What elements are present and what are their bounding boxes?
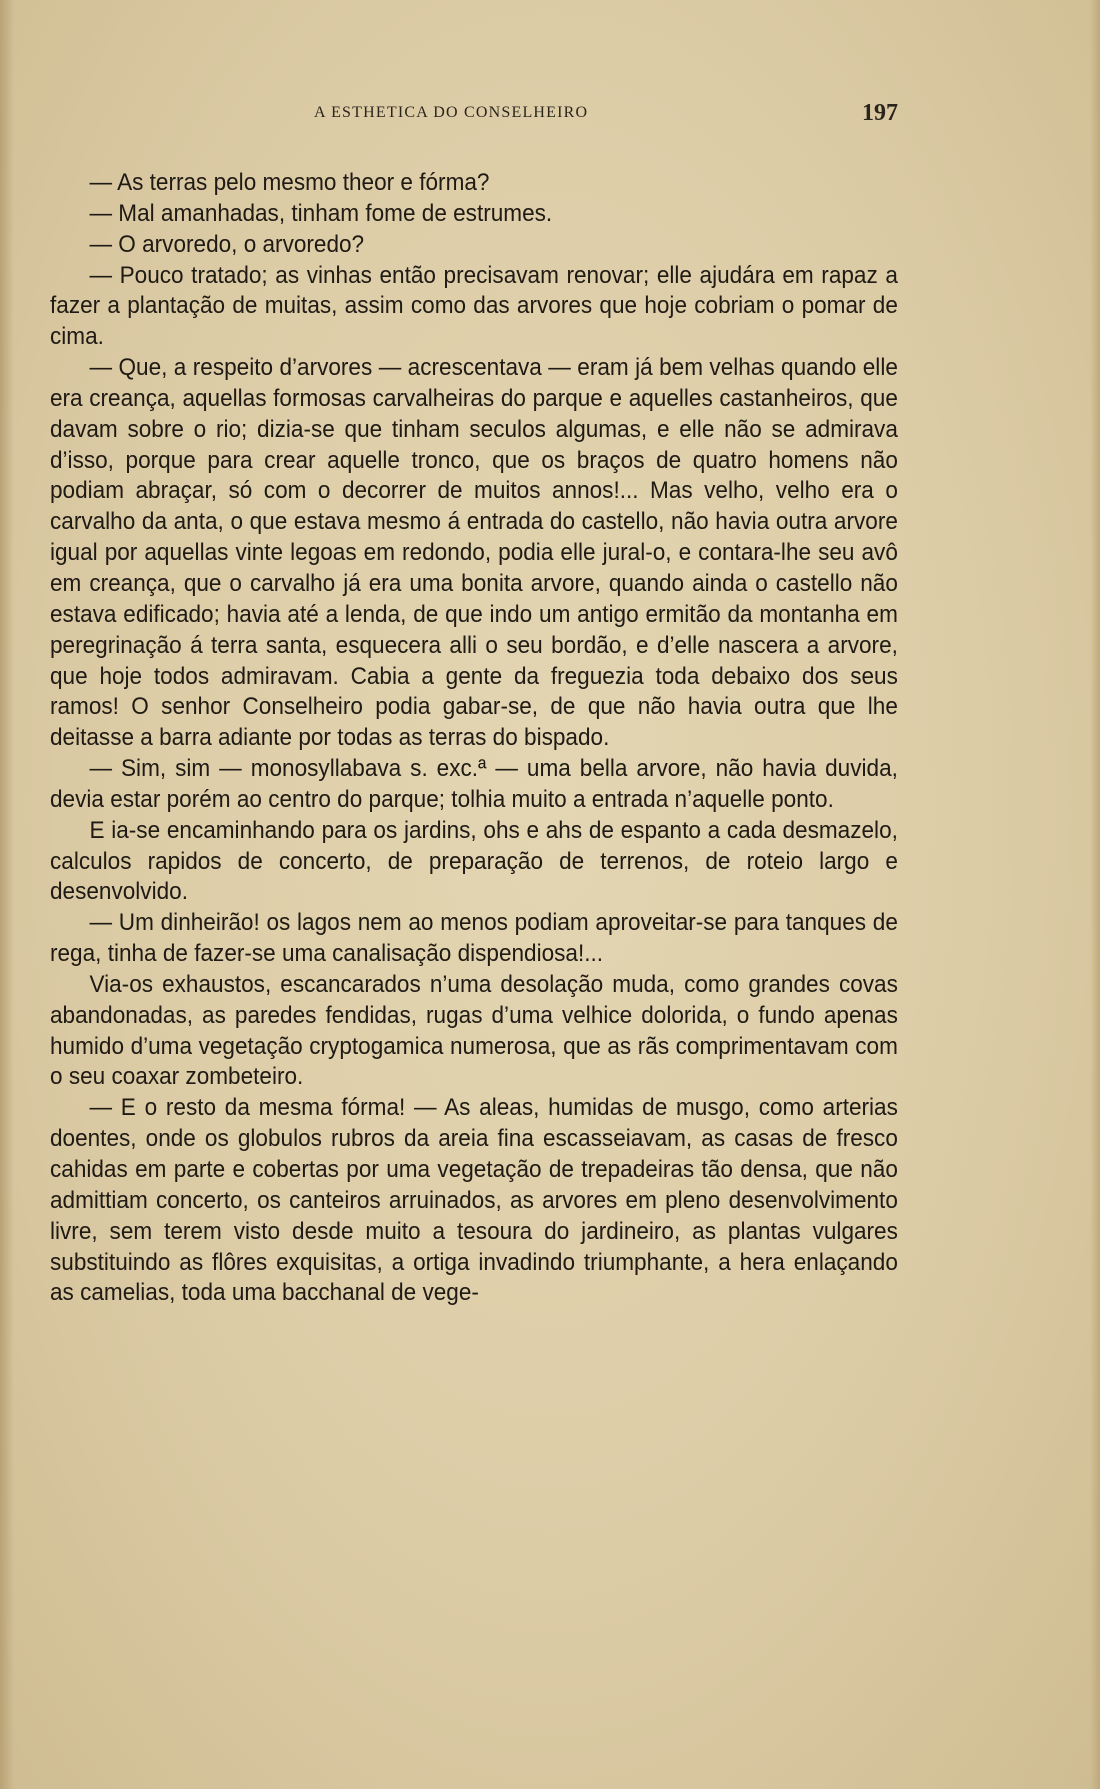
paragraph: — Que, a respeito d’arvores — acrescentava — eram já bem velhas quando elle era creança, aquellas formosas carvalheiras do parque e aquelles castanheiros, que davam sobre o rio; dizia-se que tinham seculos algumas, e elle não se admirava d’isso, porque para crear aquelle tronco, que os braços de quatro homens não podiam abraçar, só com o decorrer de muitos annos!... Mas velho, velho era o carvalho da anta, o que estava mesmo á entrada do castello, não havia outra arvore igual por aquellas vinte legoas em redondo, podia elle jural-o, e contara-lhe seu avô em creança, que o carvalho já era uma bonita arvore, quando ainda o castello não estava edificado; havia até a lenda, de que indo um antigo ermitão da montanha em peregrinação á terra santa, esquecera alli o seu bordão, e d’elle nascera a arvore, que hoje todos admiravam. Cabia a gente da freguezia toda debaixo dos seus ramos! O senhor Conselheiro podia gabar-se, de que não havia outra que lhe deitasse a barra adiante por todas as terras do bispado. [50, 354, 898, 752]
paragraph: Via-os exhaustos, escancarados n’uma desolação muda, como grandes covas abandonadas, as paredes fendidas, rugas d’uma velhice dolorida, o fundo apenas humido d’uma vegetação cryptogamica numerosa, que as rãs comprimentavam com o seu coaxar zombeteiro. [50, 970, 898, 1091]
paragraph: — E o resto da mesma fórma! — As aleas, humidas de musgo, como arterias doentes, onde os globulos rubros da areia fina escasseiavam, as casas de fresco cahidas em parte e cobertas por uma vegetação de trepadeiras tão densa, que não admittiam concerto, os canteiros arruinados, as arvores em pleno desenvolvimento livre, sem terem visto desde muito a tesoura do jardineiro, as plantas vulgares substituindo as flôres exquisitas, a ortiga invadindo triumphante, a hera enlaçando as camelias, toda uma bacchanal de vege- [50, 1094, 898, 1307]
paragraph: — Sim, sim — monosyllabava s. exc.ª — uma bella arvore, não havia duvida, devia estar porém ao centro do parque; tolhia muito a entrada n’aquelle ponto. [50, 755, 898, 813]
paragraph: — Mal amanhadas, tinham fome de estrumes. [89, 199, 553, 227]
paragraph: — Um dinheirão! os lagos nem ao menos podiam aproveitar-se para tanques de rega, tinha de fazer-se uma canalisação dispendiosa!... [50, 909, 898, 968]
page-edge-shadow-left [0, 0, 14, 1789]
body-text [50, 168, 898, 1309]
page-edge-shadow-right [1090, 0, 1100, 1789]
running-title: A ESTHETICA DO CONSELHEIRO [314, 104, 589, 121]
paragraph: — O arvoredo, o arvoredo? [89, 230, 365, 258]
paragraph: — As terras pelo mesmo theor e fórma? [89, 169, 490, 196]
page-number: 197 [862, 100, 898, 126]
page-header [50, 100, 900, 132]
paragraph: — Pouco tratado; as vinhas então precisavam renovar; elle ajudára em rapaz a fazer a plantação de muitas, assim como das arvores que hoje cobriam o pomar de cima. [50, 261, 898, 351]
paragraph: E ia-se encaminhando para os jardins, ohs e ahs de espanto a cada desmazelo, calculos rapidos de concerto, de preparação de terrenos, de roteio largo e desenvolvido. [50, 816, 898, 906]
